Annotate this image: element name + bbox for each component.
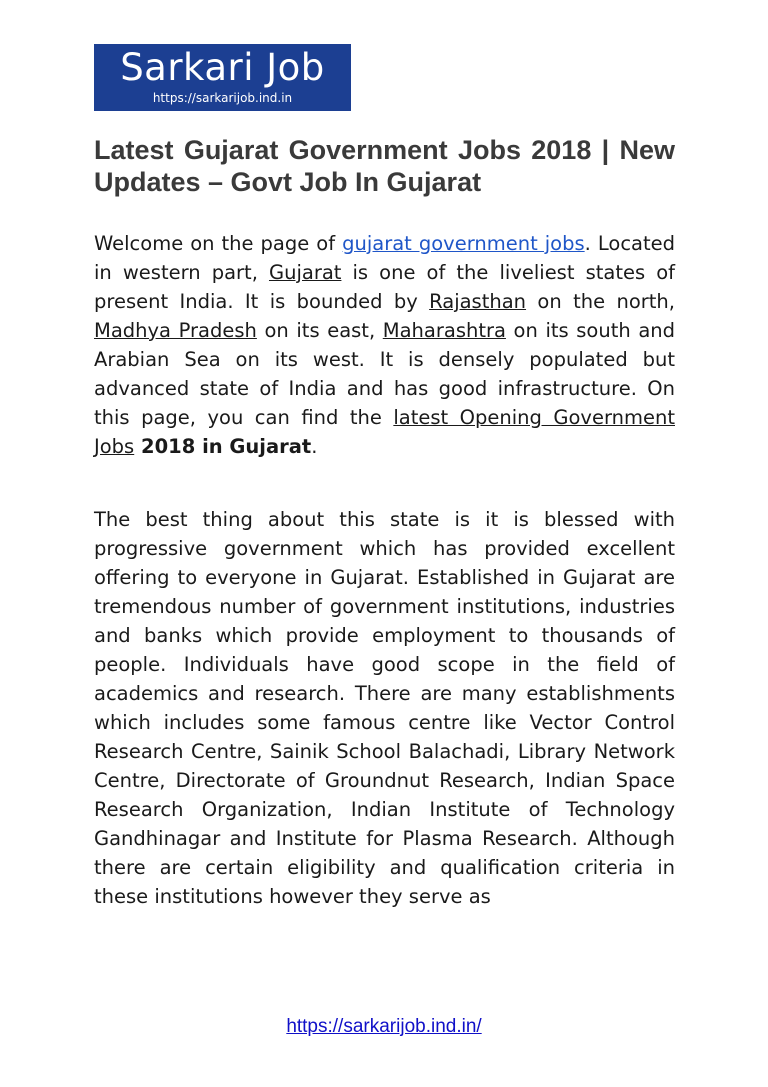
- logo-title: Sarkari Job: [120, 46, 325, 89]
- site-logo: [94, 44, 351, 111]
- intro-text-5: on its east,: [256, 319, 383, 342]
- page-title: Latest Gujarat Government Jobs 2018 | New Updates – Govt Job In Gujarat: [94, 135, 675, 197]
- gujarat-link[interactable]: Gujarat: [268, 261, 342, 284]
- latest-government-jobs-link[interactable]: latest Opening Government Jobs: [94, 406, 675, 458]
- maharashtra-link[interactable]: Maharashtra: [382, 319, 506, 342]
- second-paragraph: The best thing about this state is it is blessed with progressive government which has provided excellent offering to everyone in Gujarat. Established in Gujarat are tremendous number of government institutions, industries and banks which provide employment to thousands of people. Individuals have good scope in the field of academics and research. There are many establishments which includes some famous centre like Vector Control Research Centre, Sainik School Balachadi, Library Network Centre, Directorate of Groundnut Research, Indian Space Research Organization, Indian Institute of Technology Gandhinagar and Institute for Plasma Research. Although there are certain eligibility and qualification criteria in these institutions however they serve as: [94, 508, 675, 908]
- intro-text-6: on its south and Arabian Sea on its west. It is densely populated but advanced state of India and has good infrastructure. On this page, you can find the: [94, 319, 676, 429]
- intro-text-1: Welcome on the page of: [94, 232, 343, 255]
- madhya-pradesh-link[interactable]: Madhya Pradesh: [94, 319, 257, 342]
- intro-text-2: . Located in western part,: [94, 232, 676, 284]
- intro-text-4: on the north,: [526, 290, 675, 313]
- intro-bold-text: 2018 in Gujarat: [134, 435, 312, 458]
- intro-paragraph: [94, 229, 675, 461]
- intro-text-3: is one of the liveliest states of present India. It is bounded by: [94, 261, 675, 313]
- rajasthan-link[interactable]: Rajasthan: [429, 290, 527, 313]
- logo-url: https://sarkarijob.ind.in: [152, 91, 293, 105]
- footer-url-link[interactable]: https://sarkarijob.ind.in/: [286, 1016, 482, 1037]
- footer: [0, 1016, 768, 1038]
- gujarat-government-jobs-link[interactable]: gujarat government jobs: [342, 232, 585, 255]
- intro-text-7: .: [311, 435, 318, 458]
